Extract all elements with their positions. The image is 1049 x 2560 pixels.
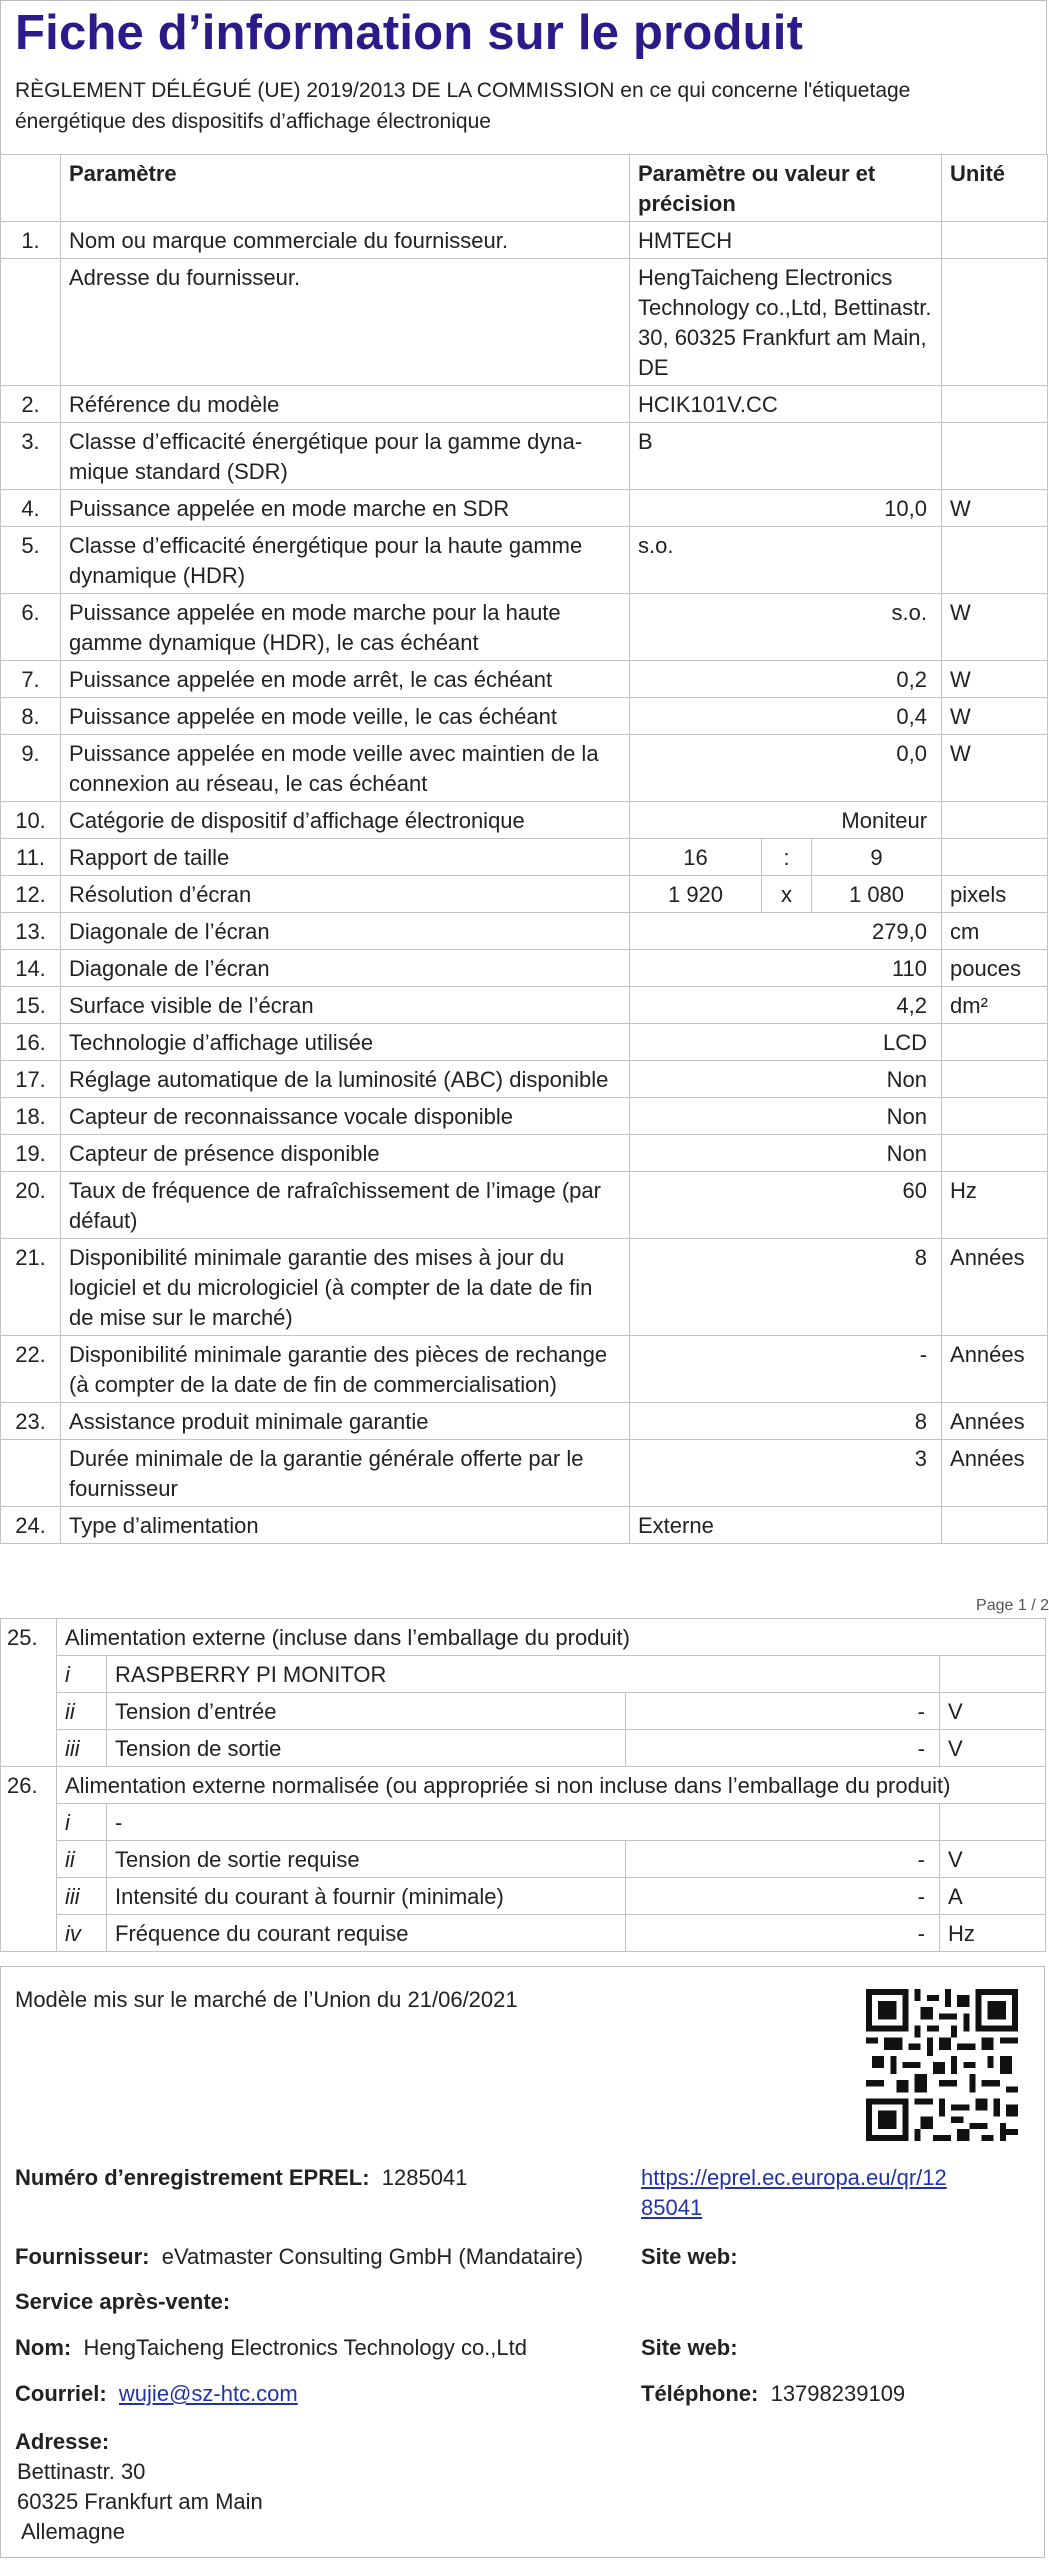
table-row xyxy=(1,1024,1048,1061)
row-number xyxy=(1,1440,61,1507)
row-value: 0,4 xyxy=(630,698,942,735)
phone xyxy=(641,2379,905,2409)
section-title: Alimentation externe (incluse dans l’emballage du produit) xyxy=(57,1619,1046,1656)
name-label: Nom: xyxy=(15,2335,72,2360)
table-row xyxy=(1,1507,1048,1544)
sub-label: Tension de sortie requise xyxy=(107,1841,626,1878)
row-value: s.o. xyxy=(630,527,942,594)
row-unit xyxy=(942,259,1048,386)
address-line-1: Bettinastr. 30 xyxy=(17,2459,146,2484)
sub-unit: V xyxy=(940,1693,1046,1730)
sub-unit: A xyxy=(940,1878,1046,1915)
table-row xyxy=(1,1061,1048,1098)
power-supply-table xyxy=(0,1618,1046,1952)
table-row xyxy=(1,1878,1046,1915)
row-value: Non xyxy=(630,1061,942,1098)
sub-unit: V xyxy=(940,1841,1046,1878)
supplier-info-box xyxy=(0,1966,1045,2558)
row-unit: Années xyxy=(942,1440,1048,1507)
row-label: Diagonale de l’écran xyxy=(61,913,630,950)
row-label: Taux de fréquence de rafraîchissement de l’image (par défaut) xyxy=(61,1172,630,1239)
table-row xyxy=(1,527,1048,594)
email-link[interactable]: wujie@sz-htc.com xyxy=(118,2381,298,2406)
sub-unit: V xyxy=(940,1730,1046,1767)
table-row xyxy=(1,698,1048,735)
row-label: Réglage automatique de la luminosité (ABC) disponible xyxy=(61,1061,630,1098)
table-row xyxy=(1,735,1048,802)
row-unit: dm² xyxy=(942,987,1048,1024)
row-unit xyxy=(942,222,1048,259)
table-row xyxy=(1,490,1048,527)
table-row xyxy=(1,423,1048,490)
row-unit: Hz xyxy=(942,1172,1048,1239)
table-row xyxy=(1,1841,1046,1878)
row-number: 15. xyxy=(1,987,61,1024)
row-number: 10. xyxy=(1,802,61,839)
table-row xyxy=(1,386,1048,423)
eprel-link[interactable] xyxy=(641,2163,947,2193)
row-unit xyxy=(942,1507,1048,1544)
row-value-separator: : xyxy=(762,839,812,876)
row-number: 22. xyxy=(1,1336,61,1403)
sub-value: - xyxy=(626,1878,940,1915)
sub-index: i xyxy=(57,1804,107,1841)
row-label: Puissance appelée en mode marche en SDR xyxy=(61,490,630,527)
row-unit: W xyxy=(942,698,1048,735)
section-title: Alimentation externe normalisée (ou appropriée si non incluse dans l’emballage du produit) xyxy=(57,1767,1046,1804)
section-header-row xyxy=(1,1767,1046,1804)
row-value: 3 xyxy=(630,1440,942,1507)
row-unit xyxy=(942,386,1048,423)
row-number: 18. xyxy=(1,1098,61,1135)
row-number: 23. xyxy=(1,1403,61,1440)
row-value: B xyxy=(630,423,942,490)
sub-label: Tension de sortie xyxy=(107,1730,626,1767)
row-number: 24. xyxy=(1,1507,61,1544)
row-label: Nom ou marque commerciale du fournisseur. xyxy=(61,222,630,259)
supplier xyxy=(15,2242,583,2272)
sub-index: iii xyxy=(57,1730,107,1767)
row-label: Résolution d’écran xyxy=(61,876,630,913)
row-number: 9. xyxy=(1,735,61,802)
row-number: 21. xyxy=(1,1239,61,1336)
sub-index: iii xyxy=(57,1878,107,1915)
address-line-2: 60325 Frankfurt am Main xyxy=(17,2489,263,2514)
eprel-url-line-2[interactable]: 85041 xyxy=(641,2195,703,2220)
row-number: 11. xyxy=(1,839,61,876)
row-number: 2. xyxy=(1,386,61,423)
page-title: Fiche d’information sur le produit xyxy=(15,6,804,60)
table-row xyxy=(1,222,1048,259)
supplier-value: eVatmaster Consulting GmbH (Mandataire) xyxy=(161,2244,584,2269)
website2-label: Site web: xyxy=(641,2335,738,2360)
row-value: - xyxy=(630,1336,942,1403)
row-value: 110 xyxy=(630,950,942,987)
row-number: 8. xyxy=(1,698,61,735)
row-label: Type d’alimentation xyxy=(61,1507,630,1544)
row-label: Classe d’efficacité énergétique pour la gamme dynamique standard (SDR) xyxy=(61,423,630,490)
row-unit: pixels xyxy=(942,876,1048,913)
row-unit xyxy=(942,527,1048,594)
service-website xyxy=(641,2333,738,2363)
row-label: Catégorie de dispositif d’affichage électronique xyxy=(61,802,630,839)
sub-label: Tension d’entrée xyxy=(107,1693,626,1730)
row-value: 0,2 xyxy=(630,661,942,698)
sub-label: RASPBERRY PI MONITOR xyxy=(107,1656,940,1693)
row-value: HMTECH xyxy=(630,222,942,259)
row-number: 4. xyxy=(1,490,61,527)
row-value: 0,0 xyxy=(630,735,942,802)
row-unit: Années xyxy=(942,1239,1048,1336)
table-row xyxy=(1,913,1048,950)
phone-label: Téléphone: xyxy=(641,2381,759,2406)
row-number: 16. xyxy=(1,1024,61,1061)
row-number: 5. xyxy=(1,527,61,594)
row-label: Adresse du fournisseur. xyxy=(61,259,630,386)
header-value: Paramètre ou valeur et précision xyxy=(630,155,942,222)
parameters-table xyxy=(0,154,1048,1544)
row-label: Disponibilité minimale garantie des pièces de rechange (à compter de la date de fin de commercialisation) xyxy=(61,1336,630,1403)
row-value: LCD xyxy=(630,1024,942,1061)
sub-unit: Hz xyxy=(940,1915,1046,1952)
row-label: Diagonale de l’écran xyxy=(61,950,630,987)
row-value: 10,0 xyxy=(630,490,942,527)
row-number: 20. xyxy=(1,1172,61,1239)
eprel-value: 1285041 xyxy=(381,2165,468,2190)
service-name xyxy=(15,2333,527,2363)
row-value: s.o. xyxy=(630,594,942,661)
name-value: HengTaicheng Electronics Technology co.,Ltd xyxy=(83,2335,527,2360)
section-header-row xyxy=(1,1619,1046,1656)
table-row xyxy=(1,1172,1048,1239)
address-line-3: Allemagne xyxy=(21,2519,125,2544)
eprel-label: Numéro d’enregistrement EPREL: xyxy=(15,2165,370,2190)
eprel-link-2[interactable] xyxy=(641,2193,702,2223)
row-label: Puissance appelée en mode arrêt, le cas échéant xyxy=(61,661,630,698)
email xyxy=(15,2379,298,2409)
row-unit xyxy=(942,1061,1048,1098)
page-number: Page 1 / 2 xyxy=(976,1597,1049,1614)
supplier-label: Fournisseur: xyxy=(15,2244,150,2269)
address-label: Adresse: xyxy=(15,2429,110,2454)
row-value: Externe xyxy=(630,1507,942,1544)
table-row xyxy=(1,1804,1046,1841)
row-value: Moniteur xyxy=(630,802,942,839)
sub-index: i xyxy=(57,1656,107,1693)
sub-unit xyxy=(940,1804,1046,1841)
row-value: HCIK101V.CC xyxy=(630,386,942,423)
table-row xyxy=(1,1440,1048,1507)
section-number: 26. xyxy=(1,1767,57,1952)
website-label: Site web: xyxy=(641,2244,738,2269)
sub-label: - xyxy=(107,1804,940,1841)
row-value-b: 9 xyxy=(812,839,942,876)
table-row xyxy=(1,950,1048,987)
row-label: Capteur de reconnaissance vocale disponible xyxy=(61,1098,630,1135)
row-unit xyxy=(942,1024,1048,1061)
email-label: Courriel: xyxy=(15,2381,107,2406)
sub-index: ii xyxy=(57,1841,107,1878)
row-unit: pouces xyxy=(942,950,1048,987)
row-unit: W xyxy=(942,490,1048,527)
row-label: Référence du modèle xyxy=(61,386,630,423)
row-number: 12. xyxy=(1,876,61,913)
service-label: Service après-vente: xyxy=(15,2289,231,2314)
sub-label: Intensité du courant à fournir (minimale) xyxy=(107,1878,626,1915)
row-label: Rapport de taille xyxy=(61,839,630,876)
row-value: 4,2 xyxy=(630,987,942,1024)
row-value-b: 1 080 xyxy=(812,876,942,913)
table-row xyxy=(1,594,1048,661)
sub-unit xyxy=(940,1656,1046,1693)
table-row xyxy=(1,1239,1048,1336)
row-value: 60 xyxy=(630,1172,942,1239)
website xyxy=(641,2242,738,2272)
row-number: 7. xyxy=(1,661,61,698)
row-unit: W xyxy=(942,594,1048,661)
market-date: Modèle mis sur le marché de l’Union du 21/06/2021 xyxy=(15,1987,518,2012)
eprel-number xyxy=(15,2163,467,2193)
row-value: 8 xyxy=(630,1403,942,1440)
table-row xyxy=(1,1098,1048,1135)
row-unit xyxy=(942,839,1048,876)
table-row xyxy=(1,839,1048,876)
row-value: Non xyxy=(630,1135,942,1172)
table-header-row xyxy=(1,155,1048,222)
table-row xyxy=(1,1135,1048,1172)
qr-code-icon[interactable] xyxy=(866,1989,1018,2141)
table-row xyxy=(1,1403,1048,1440)
regulation-text: RÈGLEMENT DÉLÉGUÉ (UE) 2019/2013 DE LA COMMISSION en ce qui concerne l'étiquetage énergétique des dispositifs d’affichage électronique xyxy=(15,79,911,133)
row-number: 6. xyxy=(1,594,61,661)
after-sales-service xyxy=(15,2287,230,2317)
table-row xyxy=(1,802,1048,839)
section-number: 25. xyxy=(1,1619,57,1767)
row-value: 8 xyxy=(630,1239,942,1336)
row-label: Puissance appelée en mode marche pour la haute gamme dynamique (HDR), le cas échéant xyxy=(61,594,630,661)
sub-index: ii xyxy=(57,1693,107,1730)
row-number: 19. xyxy=(1,1135,61,1172)
row-label: Puissance appelée en mode veille, le cas échéant xyxy=(61,698,630,735)
sub-value: - xyxy=(626,1730,940,1767)
row-value-separator: x xyxy=(762,876,812,913)
row-label: Disponibilité minimale garantie des mises à jour du logiciel et du micrologiciel (à compter de la date de fin de mise sur le marché) xyxy=(61,1239,630,1336)
table-row xyxy=(1,1730,1046,1767)
table-row xyxy=(1,1656,1046,1693)
table-row xyxy=(1,1915,1046,1952)
table-row xyxy=(1,876,1048,913)
sheet-header xyxy=(0,0,1047,154)
row-label: Classe d’efficacité énergétique pour la haute gamme dynamique (HDR) xyxy=(61,527,630,594)
sub-label: Fréquence du courant requise xyxy=(107,1915,626,1952)
sub-value: - xyxy=(626,1915,940,1952)
row-label: Capteur de présence disponible xyxy=(61,1135,630,1172)
row-number xyxy=(1,259,61,386)
table-row xyxy=(1,661,1048,698)
row-value-a: 1 920 xyxy=(630,876,762,913)
row-unit xyxy=(942,1135,1048,1172)
row-value: HengTaicheng Electronics Technology co.,Ltd, Bettinastr. 30, 60325 Frankfurt am Main, DE xyxy=(630,259,942,386)
table-row xyxy=(1,1336,1048,1403)
sub-index: iv xyxy=(57,1915,107,1952)
sub-value: - xyxy=(626,1841,940,1878)
row-label: Assistance produit minimale garantie xyxy=(61,1403,630,1440)
table-row xyxy=(1,259,1048,386)
row-number: 1. xyxy=(1,222,61,259)
row-label: Surface visible de l’écran xyxy=(61,987,630,1024)
row-unit xyxy=(942,423,1048,490)
row-number: 14. xyxy=(1,950,61,987)
row-unit: cm xyxy=(942,913,1048,950)
row-unit: W xyxy=(942,661,1048,698)
row-number: 13. xyxy=(1,913,61,950)
sub-value: - xyxy=(626,1693,940,1730)
row-number: 3. xyxy=(1,423,61,490)
row-unit: Années xyxy=(942,1403,1048,1440)
table-row xyxy=(1,1693,1046,1730)
row-label: Technologie d’affichage utilisée xyxy=(61,1024,630,1061)
header-unit: Unité xyxy=(942,155,1048,222)
row-value-a: 16 xyxy=(630,839,762,876)
address-heading xyxy=(15,2427,109,2457)
phone-value: 13798239109 xyxy=(770,2381,906,2406)
row-label: Durée minimale de la garantie générale offerte par le fournisseur xyxy=(61,1440,630,1507)
row-label: Puissance appelée en mode veille avec maintien de la connexion au réseau, le cas échéant xyxy=(61,735,630,802)
eprel-url-line-1[interactable]: https://eprel.ec.europa.eu/qr/12 xyxy=(641,2165,947,2190)
row-unit xyxy=(942,802,1048,839)
table-row xyxy=(1,987,1048,1024)
row-value: Non xyxy=(630,1098,942,1135)
header-param: Paramètre xyxy=(61,155,630,222)
row-unit: Années xyxy=(942,1336,1048,1403)
row-value: 279,0 xyxy=(630,913,942,950)
row-unit xyxy=(942,1098,1048,1135)
row-number: 17. xyxy=(1,1061,61,1098)
row-unit: W xyxy=(942,735,1048,802)
